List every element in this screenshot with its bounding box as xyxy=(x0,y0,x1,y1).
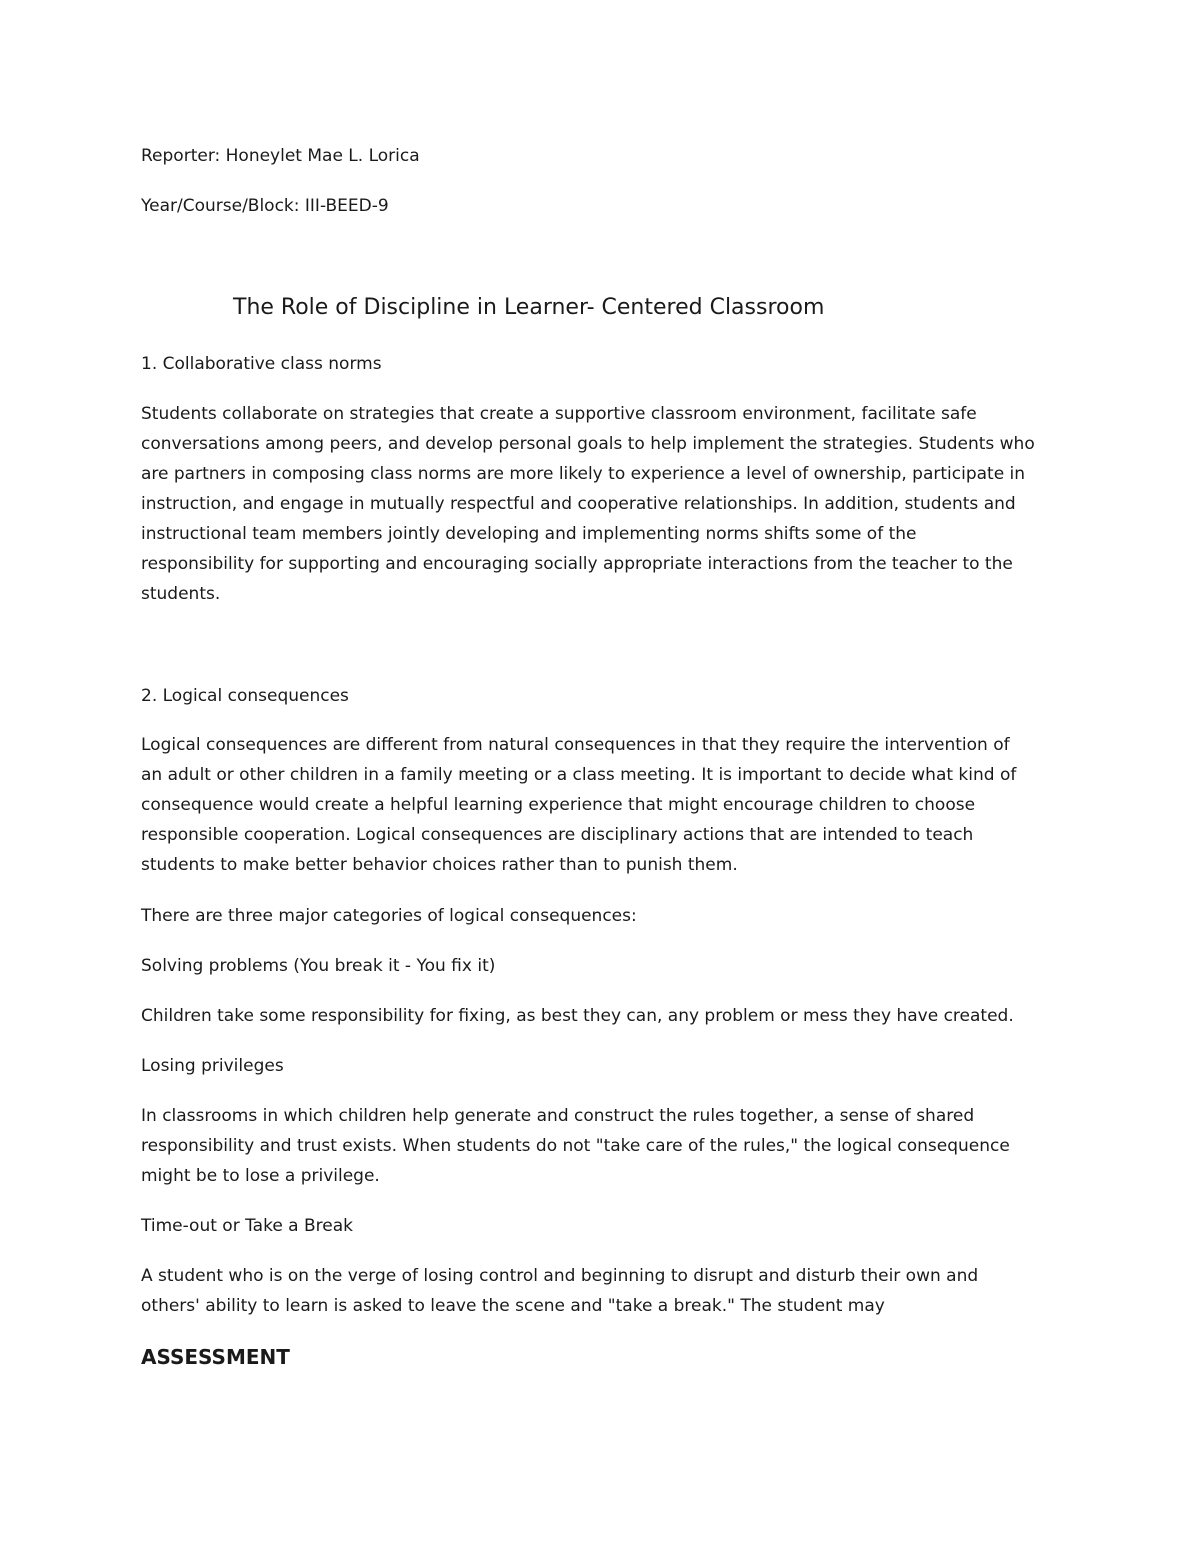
paragraph-line: are partners in composing class norms are more likely to experience a level of ownership, participate in xyxy=(141,464,1026,484)
year-course-block-line: Year/Course/Block: III-BEED-9 xyxy=(141,196,389,216)
paragraph-line: Logical consequences are different from natural consequences in that they require the intervention of xyxy=(141,735,1010,755)
paragraph-line: students to make better behavior choices rather than to punish them. xyxy=(141,855,738,875)
paragraph-line: others' ability to learn is asked to leave the scene and "take a break." The student may xyxy=(141,1296,885,1316)
paragraph-line: responsibility and trust exists. When students do not "take care of the rules," the logical consequence xyxy=(141,1136,1010,1156)
section-2-paragraph xyxy=(141,730,1061,880)
solving-problems-text: Children take some responsibility for fixing, as best they can, any problem or mess they have created. xyxy=(141,1006,1014,1026)
losing-privileges-heading: Losing privileges xyxy=(141,1056,284,1076)
assessment-heading: ASSESSMENT xyxy=(141,1345,290,1369)
losing-privileges-paragraph xyxy=(141,1101,1061,1191)
time-out-paragraph xyxy=(141,1261,1061,1321)
paragraph-line: consequence would create a helpful learning experience that might encourage children to choose xyxy=(141,795,976,815)
section-1-paragraph xyxy=(141,399,1061,609)
section-1-heading: 1. Collaborative class norms xyxy=(141,354,382,374)
section-2-heading: 2. Logical consequences xyxy=(141,686,349,706)
time-out-heading: Time-out or Take a Break xyxy=(141,1216,354,1236)
paragraph-line: In classrooms in which children help generate and construct the rules together, a sense of shared xyxy=(141,1106,975,1126)
paragraph-line: students. xyxy=(141,584,221,604)
solving-problems-heading: Solving problems (You break it - You fix it) xyxy=(141,956,496,976)
paragraph-line: instructional team members jointly developing and implementing norms shifts some of the xyxy=(141,524,917,544)
paragraph-line: instruction, and engage in mutually respectful and cooperative relationships. In addition, students and xyxy=(141,494,1016,514)
paragraph-line: might be to lose a privilege. xyxy=(141,1166,380,1186)
reporter-line: Reporter: Honeylet Mae L. Lorica xyxy=(141,146,420,166)
paragraph-line: an adult or other children in a family meeting or a class meeting. It is important to decide what kind of xyxy=(141,765,1017,785)
document-title: The Role of Discipline in Learner- Centered Classroom xyxy=(233,295,825,320)
paragraph-line: A student who is on the verge of losing control and beginning to disrupt and disturb their own and xyxy=(141,1266,979,1286)
paragraph-line: Students collaborate on strategies that create a supportive classroom environment, facilitate safe xyxy=(141,404,977,424)
paragraph-line: responsible cooperation. Logical consequences are disciplinary actions that are intended to teach xyxy=(141,825,974,845)
paragraph-line: conversations among peers, and develop personal goals to help implement the strategies. Students who xyxy=(141,434,1035,454)
categories-intro: There are three major categories of logical consequences: xyxy=(141,906,637,926)
paragraph-line: responsibility for supporting and encouraging socially appropriate interactions from the teacher to the xyxy=(141,554,1013,574)
